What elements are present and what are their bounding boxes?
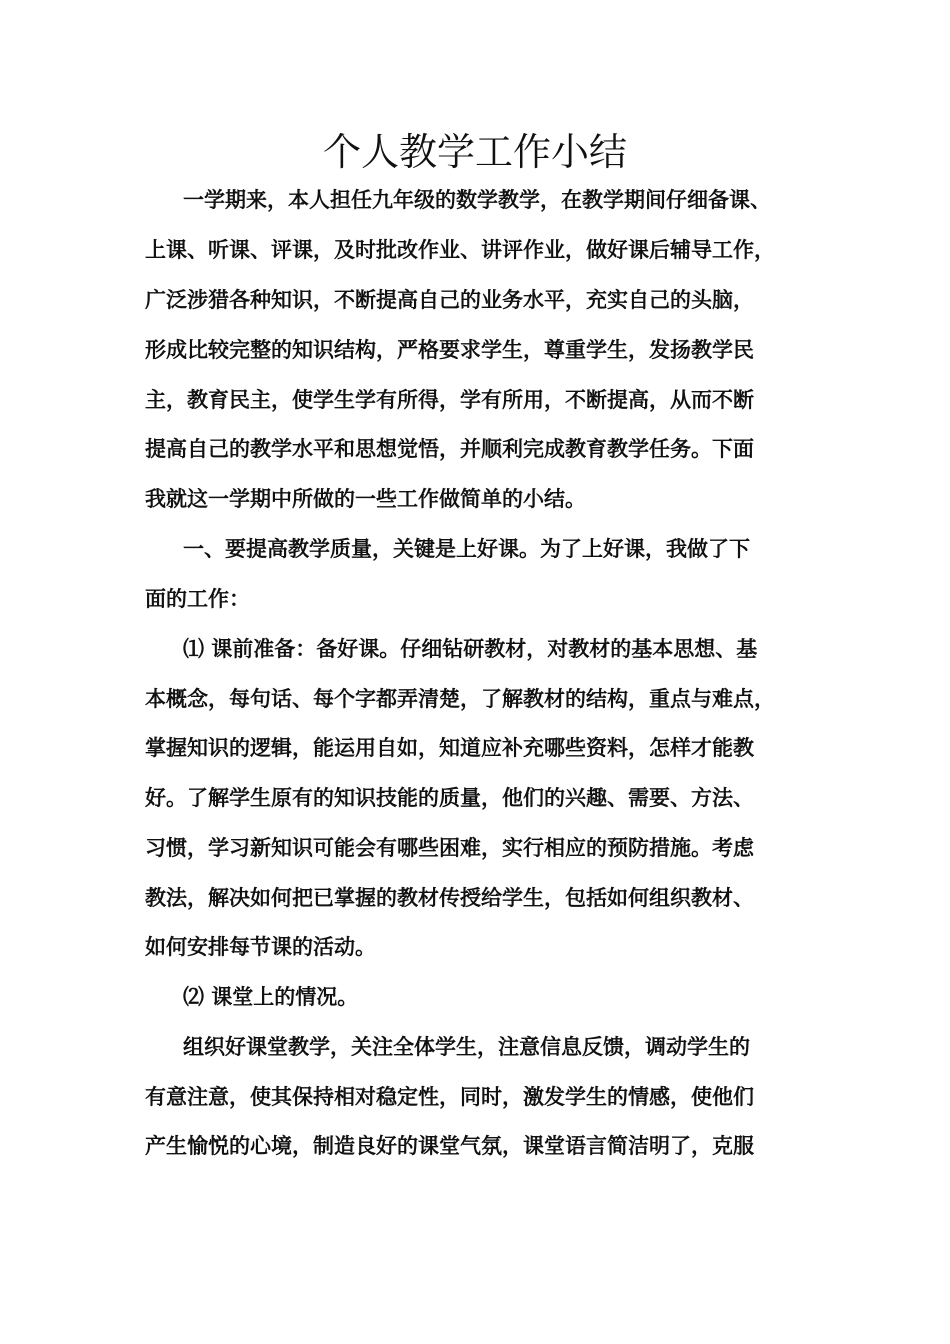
text-line: 组织好课堂教学，关注全体学生，注意信息反馈，调动学生的: [183, 1035, 750, 1059]
text-line: 产生愉悦的心境，制造良好的课堂气氛，课堂语言简洁明了，克服: [145, 1134, 754, 1158]
text-line: 我就这一学期中所做的一些工作做简单的小结。: [145, 487, 586, 511]
text-line: 形成比较完整的知识结构，严格要求学生，尊重学生，发扬教学民: [145, 338, 754, 362]
text-line: 掌握知识的逻辑，能运用自如，知道应补充哪些资料，怎样才能教: [145, 736, 754, 760]
document-title: 个人教学工作小结: [322, 130, 627, 174]
text-line: 本概念，每句话、每个字都弄清楚，了解教材的结构，重点与难点，: [145, 687, 775, 711]
text-line: ⑵ 课堂上的情况。: [183, 985, 359, 1009]
text-line: 习惯，学习新知识可能会有哪些困难，实行相应的预防措施。考虑: [145, 836, 754, 860]
text-line: 主，教育民主，使学生学有所得，学有所用，不断提高，从而不断: [145, 388, 754, 412]
text-line: 一学期来，本人担任九年级的数学教学，在教学期间仔细备课、: [183, 188, 771, 212]
text-line: 一、要提高教学质量，关键是上好课。为了上好课，我做了下: [183, 537, 750, 561]
text-line: 上课、听课、评课，及时批改作业、讲评作业，做好课后辅导工作，: [145, 238, 775, 262]
text-line: ⑴ 课前准备：备好课。仔细钻研教材，对教材的基本思想、基: [183, 637, 758, 661]
text-line: 好。了解学生原有的知识技能的质量，他们的兴趣、需要、方法、: [145, 786, 754, 810]
text-line: 教法，解决如何把已掌握的教材传授给学生，包括如何组织教材、: [145, 886, 754, 910]
text-line: 提高自己的教学水平和思想觉悟，并顺利完成教育教学任务。下面: [145, 437, 754, 461]
text-line: 广泛涉猎各种知识，不断提高自己的业务水平，充实自己的头脑，: [145, 288, 754, 312]
text-line: 面的工作：: [145, 587, 250, 611]
text-line: 如何安排每节课的活动。: [145, 935, 376, 959]
text-line: 有意注意，使其保持相对稳定性，同时，激发学生的情感，使他们: [145, 1085, 754, 1109]
